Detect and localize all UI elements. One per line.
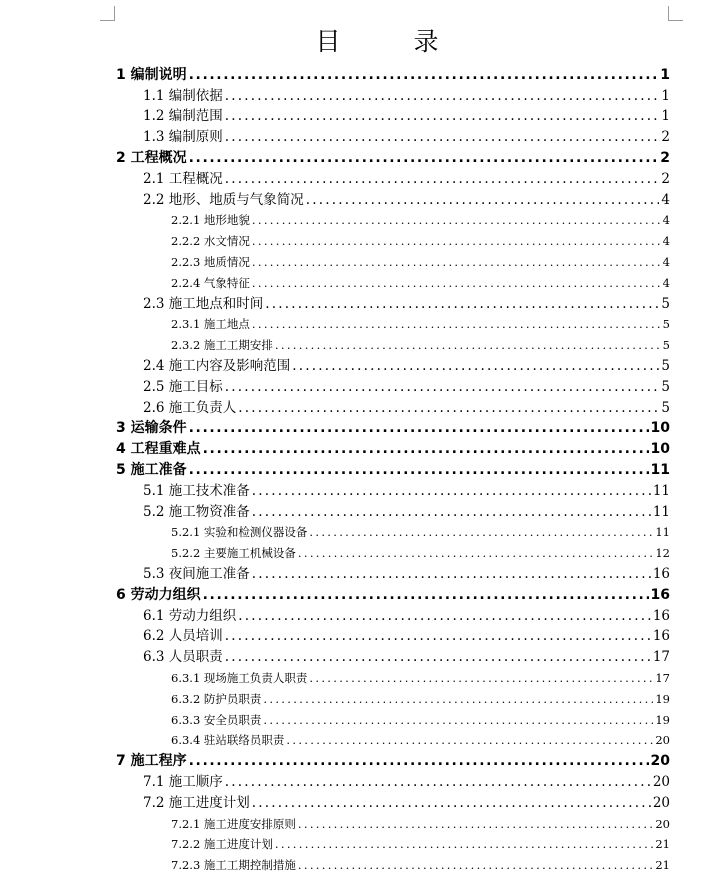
toc-dot-leader [225,86,660,106]
toc-dot-leader [252,793,651,813]
toc-entry-label: 1 编制说明 [116,66,187,83]
toc-entry-page-number: 5 [661,295,670,312]
toc-entry-page-number: 5 [662,317,670,332]
toc-dot-leader [298,855,653,875]
toc-entry-page-number: 4 [662,275,670,290]
toc-entry-label: 1.2 编制范围 [143,108,223,125]
toc-entry-page-number: 4 [662,234,670,249]
toc-entry-level-2[interactable] [143,189,670,210]
toc-entry-page-number: 2 [661,129,670,146]
toc-dot-leader [306,190,660,210]
toc-dot-leader [203,439,649,459]
toc-entry-page-number: 5 [662,338,670,353]
toc-entry-level-3[interactable] [171,314,670,335]
toc-entry-label: 1.3 编制原则 [143,129,223,146]
toc-dot-leader [203,585,649,605]
toc-dot-leader [252,210,661,230]
toc-entry-label: 2.3 施工地点和时间 [143,295,264,312]
toc-dot-leader [238,398,659,418]
toc-entry-level-3[interactable] [171,210,670,231]
toc-entry-label: 4 工程重难点 [116,441,201,458]
toc-entry-level-2[interactable] [143,563,670,584]
toc-entry-level-1[interactable] [116,750,670,771]
toc-entry-level-3[interactable] [171,272,670,293]
toc-entry-page-number: 10 [650,420,670,437]
toc-entry-page-number: 19 [655,691,670,706]
toc-entry-label: 2 工程概况 [116,149,187,166]
toc-entry-page-number: 2 [661,170,670,187]
toc-dot-leader [309,522,653,542]
toc-dot-leader [189,148,659,168]
toc-entry-level-1[interactable] [116,64,670,85]
toc-entry-page-number: 1 [661,108,670,125]
toc-entry-level-2[interactable] [143,85,670,106]
toc-entry-page-number: 11 [650,461,670,478]
toc-entry-label: 6.3.1 现场施工负责人职责 [171,670,308,685]
toc-entry-level-3[interactable] [171,542,670,563]
toc-entry-page-number: 4 [661,191,670,208]
toc-dot-leader [189,460,649,480]
toc-entry-label: 2.2.1 地形地貌 [171,213,250,228]
toc-entry-level-3[interactable] [171,813,670,834]
toc-entry-level-3[interactable] [171,688,670,709]
toc-entry-page-number: 20 [650,753,670,770]
crop-mark-top-right [668,6,683,21]
toc-entry-label: 6.2 人员培训 [143,628,223,645]
toc-entry-label: 7 施工程序 [116,753,187,770]
toc-entry-level-2[interactable] [143,771,670,792]
toc-dot-leader [275,335,661,355]
toc-dot-leader [252,502,651,522]
toc-entry-page-number: 11 [652,482,670,499]
toc-entry-label: 2.2.2 水文情况 [171,234,250,249]
toc-entry-level-2[interactable] [143,397,670,418]
toc-dot-leader [189,65,659,85]
toc-entry-page-number: 5 [661,357,670,374]
toc-entry-level-3[interactable] [171,834,670,855]
toc-dot-leader [252,231,661,251]
toc-entry-level-1[interactable] [116,438,670,459]
toc-entry-page-number: 20 [652,794,670,811]
toc-entry-label: 7.2.3 施工工期控制措施 [171,858,296,873]
toc-entry-label: 7.2.2 施工进度计划 [171,837,273,852]
toc-entry-level-2[interactable] [143,646,670,667]
toc-entry-label: 6 劳动力组织 [116,586,201,603]
toc-entry-level-2[interactable] [143,126,670,147]
toc-entry-label: 6.3 人员职责 [143,649,223,666]
toc-entry-label: 1.1 编制依据 [143,87,223,104]
toc-dot-leader [225,377,660,397]
toc-entry-label: 5.2.1 实验和检测仪器设备 [171,525,308,540]
toc-entry-level-2[interactable] [143,293,670,314]
toc-entry-label: 2.3.1 施工地点 [171,317,250,332]
toc-entry-label: 2.2.3 地质情况 [171,254,250,269]
toc-entry-label: 2.5 施工目标 [143,378,223,395]
crop-mark-top-left [100,6,115,21]
toc-entry-label: 5.2 施工物资准备 [143,503,250,520]
toc-entry-label: 5.1 施工技术准备 [143,482,250,499]
toc-entry-page-number: 20 [655,733,670,748]
toc-dot-leader [252,314,661,334]
toc-entry-page-number: 16 [652,565,670,582]
toc-dot-leader [225,106,660,126]
toc-dot-leader [298,543,653,563]
toc-entry-page-number: 10 [650,441,670,458]
toc-entry-page-number: 20 [655,816,670,831]
toc-entry-label: 5.2.2 主要施工机械设备 [171,546,296,561]
toc-entry-page-number: 5 [661,399,670,416]
toc-entry-page-number: 2 [660,149,670,166]
toc-entry-page-number: 21 [655,837,670,852]
toc-entry-level-2[interactable] [143,501,670,522]
toc-entry-level-3[interactable] [171,854,670,875]
toc-entry-level-1[interactable] [116,584,670,605]
toc-dot-leader [225,772,651,792]
toc-dot-leader [238,606,651,626]
toc-entry-page-number: 4 [662,254,670,269]
toc-dot-leader [225,127,660,147]
toc-entry-label: 3 运输条件 [116,420,187,437]
toc-entry-page-number: 4 [662,213,670,228]
toc-entry-level-2[interactable] [143,605,670,626]
toc-entry-page-number: 11 [652,503,670,520]
toc-entry-label: 5 施工准备 [116,461,187,478]
toc-entry-level-3[interactable] [171,251,670,272]
toc-dot-leader [252,564,651,584]
toc-entry-level-1[interactable] [116,418,670,439]
toc-title: 目 录 [315,27,463,56]
toc-entry-level-1[interactable] [116,459,670,480]
toc-entry-label: 2.4 施工内容及影响范围 [143,357,291,374]
toc-entry-level-3[interactable] [171,667,670,688]
toc-entry-page-number: 16 [652,628,670,645]
toc-entry-label: 6.1 劳动力组织 [143,607,237,624]
toc-entry-level-3[interactable] [171,334,670,355]
toc-entry-label: 6.3.4 驻站联络员职责 [171,733,285,748]
toc-entry-label: 5.3 夜间施工准备 [143,565,250,582]
toc-dot-leader [265,294,659,314]
toc-entry-level-3[interactable] [171,230,670,251]
toc-entry-label: 6.3.3 安全员职责 [171,712,262,727]
toc-entry-page-number: 17 [652,649,670,666]
toc-entry-page-number: 11 [655,525,670,540]
toc-entry-level-3[interactable] [171,730,670,751]
toc-entry-label: 2.2.4 气象特征 [171,275,250,290]
toc-entry-level-2[interactable] [143,376,670,397]
toc-entry-page-number: 16 [650,586,670,603]
toc-entry-page-number: 12 [655,546,670,561]
toc-dot-leader [298,814,653,834]
toc-entry-label: 2.2 地形、地质与气象简况 [143,191,304,208]
toc-entry-level-2[interactable] [143,480,670,501]
toc-dot-leader [252,252,661,272]
toc-dot-leader [189,751,649,771]
toc-dot-leader [309,668,653,688]
toc-dot-leader [263,710,653,730]
toc-dot-leader [252,481,651,501]
toc-dot-leader [292,356,659,376]
toc-dot-leader [286,730,653,750]
toc-entry-level-2[interactable] [143,355,670,376]
toc-dot-leader [263,689,653,709]
toc-entry-label: 2.1 工程概况 [143,170,223,187]
toc-entry-label: 6.3.2 防护员职责 [171,691,262,706]
toc-entry-level-3[interactable] [171,522,670,543]
toc-entry-page-number: 1 [661,87,670,104]
toc-entry-page-number: 1 [660,66,670,83]
toc-entry-page-number: 16 [652,607,670,624]
toc-dot-leader [275,834,653,854]
toc-entry-page-number: 17 [655,670,670,685]
toc-entry-page-number: 21 [655,858,670,873]
toc-entry-level-1[interactable] [116,147,670,168]
toc-dot-leader [252,273,661,293]
toc-dot-leader [225,647,651,667]
toc-entry-page-number: 20 [652,773,670,790]
toc-dot-leader [189,418,649,438]
toc-entry-level-2[interactable] [143,626,670,647]
toc-entry-page-number: 5 [661,378,670,395]
toc-entry-label: 2.3.2 施工工期安排 [171,338,273,353]
toc-dot-leader [225,169,660,189]
toc-entry-level-3[interactable] [171,709,670,730]
toc-entry-level-2[interactable] [143,106,670,127]
toc-dot-leader [225,626,651,646]
toc-entry-page-number: 19 [655,712,670,727]
toc-entry-level-2[interactable] [143,168,670,189]
toc-entry-label: 2.6 施工负责人 [143,399,237,416]
toc-entry-label: 7.2.1 施工进度安排原则 [171,816,296,831]
toc-entry-label: 7.2 施工进度计划 [143,794,250,811]
toc-entry-label: 7.1 施工顺序 [143,773,223,790]
toc-entry-level-2[interactable] [143,792,670,813]
